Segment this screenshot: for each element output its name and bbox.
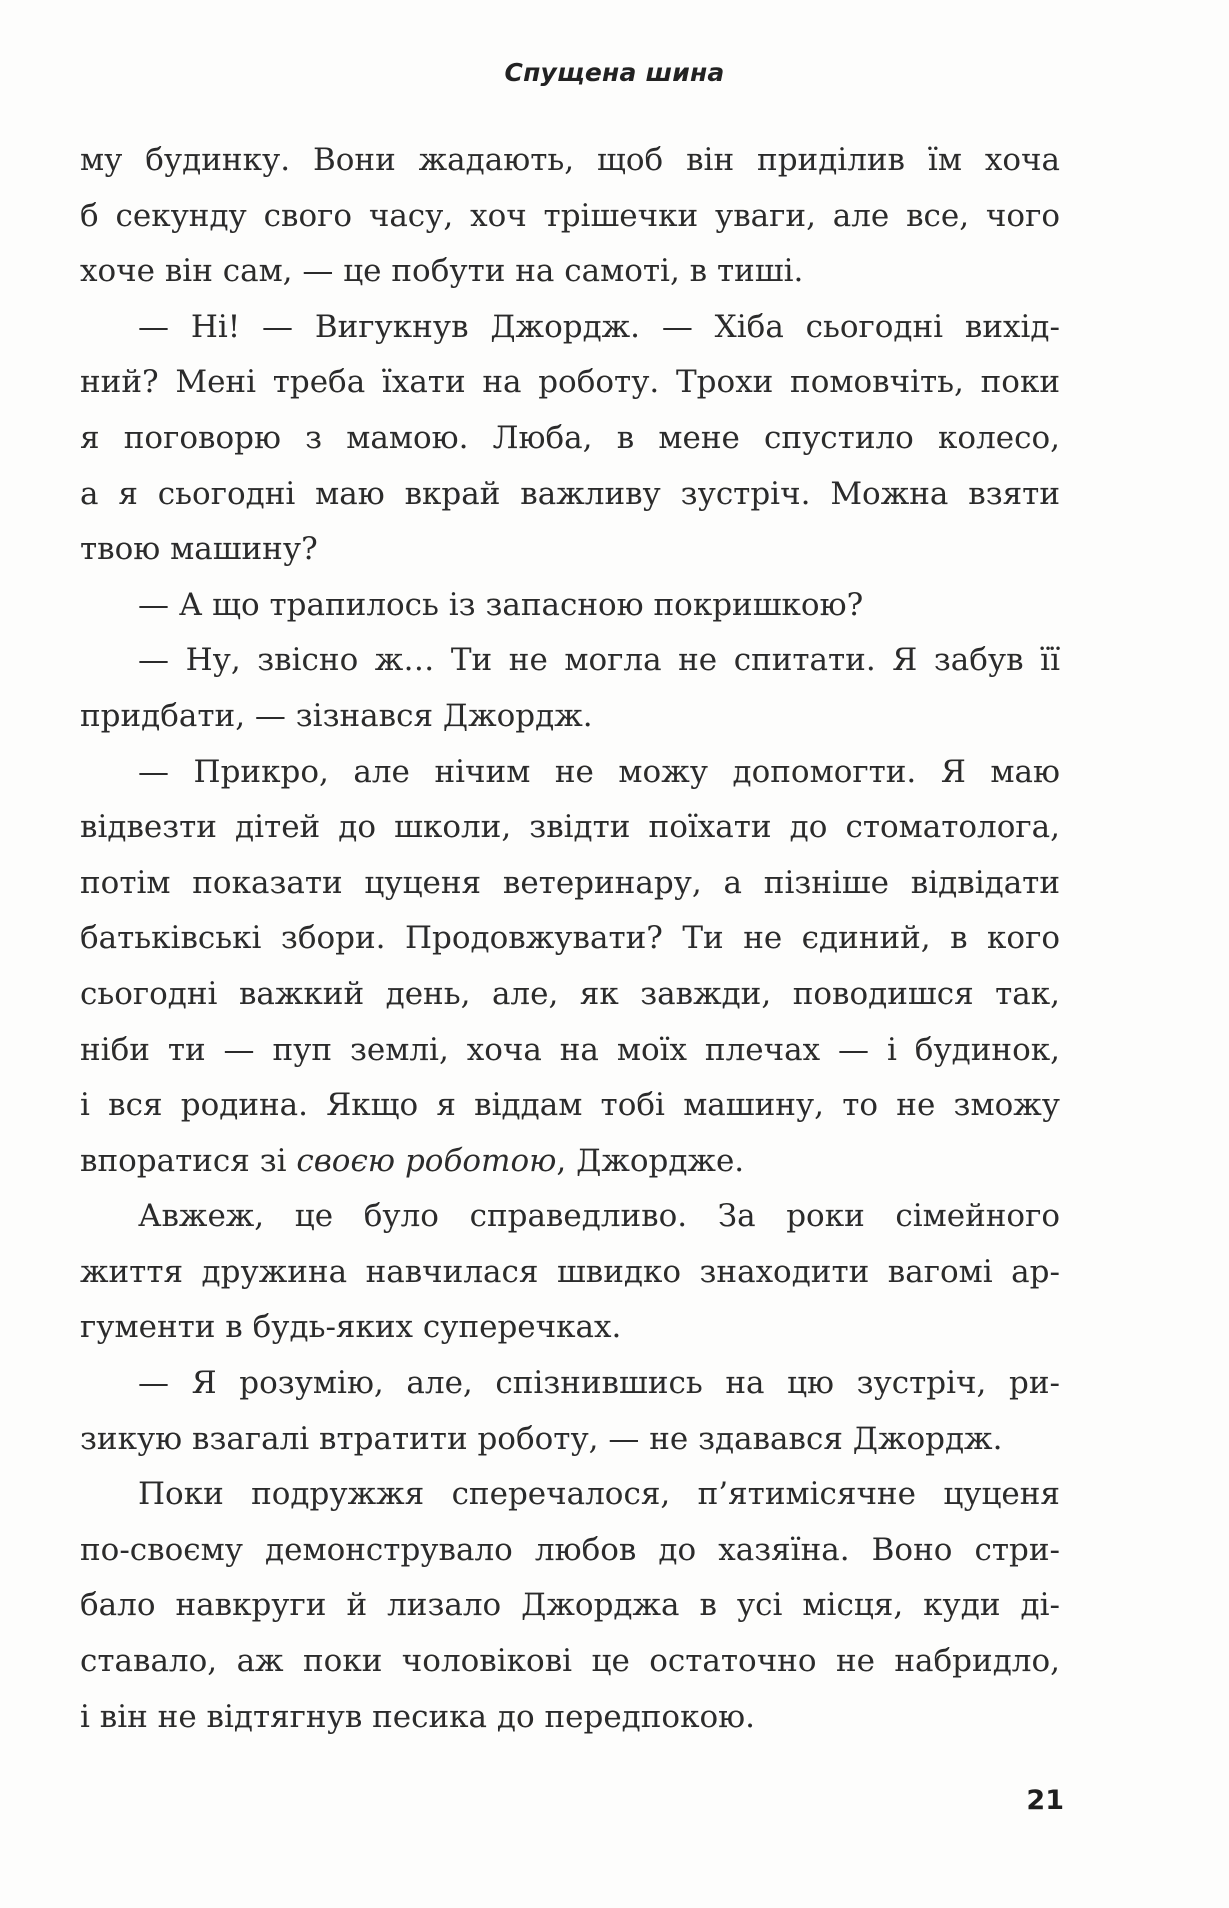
text-line: — Прикро, але нічим не можу допомогти. Я маю [138,753,1060,790]
text-line: а я сьогодні маю вкрай важливу зустріч. Можна взяти [80,475,1060,512]
text-line: зикую взагалі втратити роботу, — не здавався Джордж. [80,1420,1003,1457]
text-line: Поки подружжя сперечалося, п’ятимісячне цуценя [138,1476,1060,1513]
text-line: по-своєму демонструвало любов до хазяїна. Воно стри- [80,1531,1060,1568]
text-line: і він не відтягнув песика до передпокою. [80,1698,755,1735]
text-line-with-emphasis [80,1134,1060,1190]
body-text [80,133,1060,1745]
text-line: — А що трапилось із запасною покришкою? [138,586,864,623]
text-line: твою машину? [80,531,318,568]
text-line: ніби ти — пуп землі, хоча на моїх плечах — і будинок, [80,1031,1060,1068]
page-number: 21 [1026,1785,1064,1816]
text-line: гументи в будь-яких суперечках. [80,1309,622,1346]
text-line: ставало, аж поки чоловікові це остаточно не набридло, [80,1643,1060,1680]
text-line: і вся родина. Якщо я віддам тобі машину, то не зможу [80,1087,1060,1124]
text-line: б секунду свого часу, хоч трішечки уваги, але все, чого [80,197,1060,234]
text-line: сьогодні важкий день, але, як завжди, поводишся так, [80,975,1060,1012]
text-line: хоче він сам, — це побути на самоті, в тиші. [80,253,804,290]
italic-emphasis: своєю роботою [296,1142,557,1179]
running-header: Спущена шина [504,58,725,87]
text-line: життя дружина навчилася швидко знаходити вагомі ар- [80,1253,1060,1290]
text-line: відвезти дітей до школи, звідти поїхати до стоматолога, [80,809,1060,846]
text-line: — Я розумію, але, спізнившись на цю зустріч, ри- [138,1365,1060,1402]
text-line: я поговорю з мамою. Люба, в мене спустило колесо, [80,419,1060,456]
text-line: — Ну, звісно ж… Ти не могла не спитати. Я забув її [138,642,1060,679]
text-fragment: впоратися зі [80,1142,297,1179]
text-line: батьківські збори. Продовжувати? Ти не єдиний, в кого [80,920,1060,957]
text-line: му будинку. Вони жадають, щоб він приділив їм хоча [80,142,1060,178]
text-line: ний? Мені треба їхати на роботу. Трохи помовчіть, поки [80,364,1060,401]
text-line: Авжеж, це було справедливо. За роки сімейного [138,1198,1060,1235]
text-line: придбати, — зізнався Джордж. [80,697,593,734]
text-line: потім показати цуценя ветеринару, а пізніше відвідати [80,864,1060,901]
text-fragment: , Джордже. [556,1142,745,1179]
text-line: бало навкруги й лизало Джорджа в усі місця, куди ді- [80,1587,1060,1624]
text-line: — Ні! — Вигукнув Джордж. — Хіба сьогодні вихід- [138,308,1060,345]
